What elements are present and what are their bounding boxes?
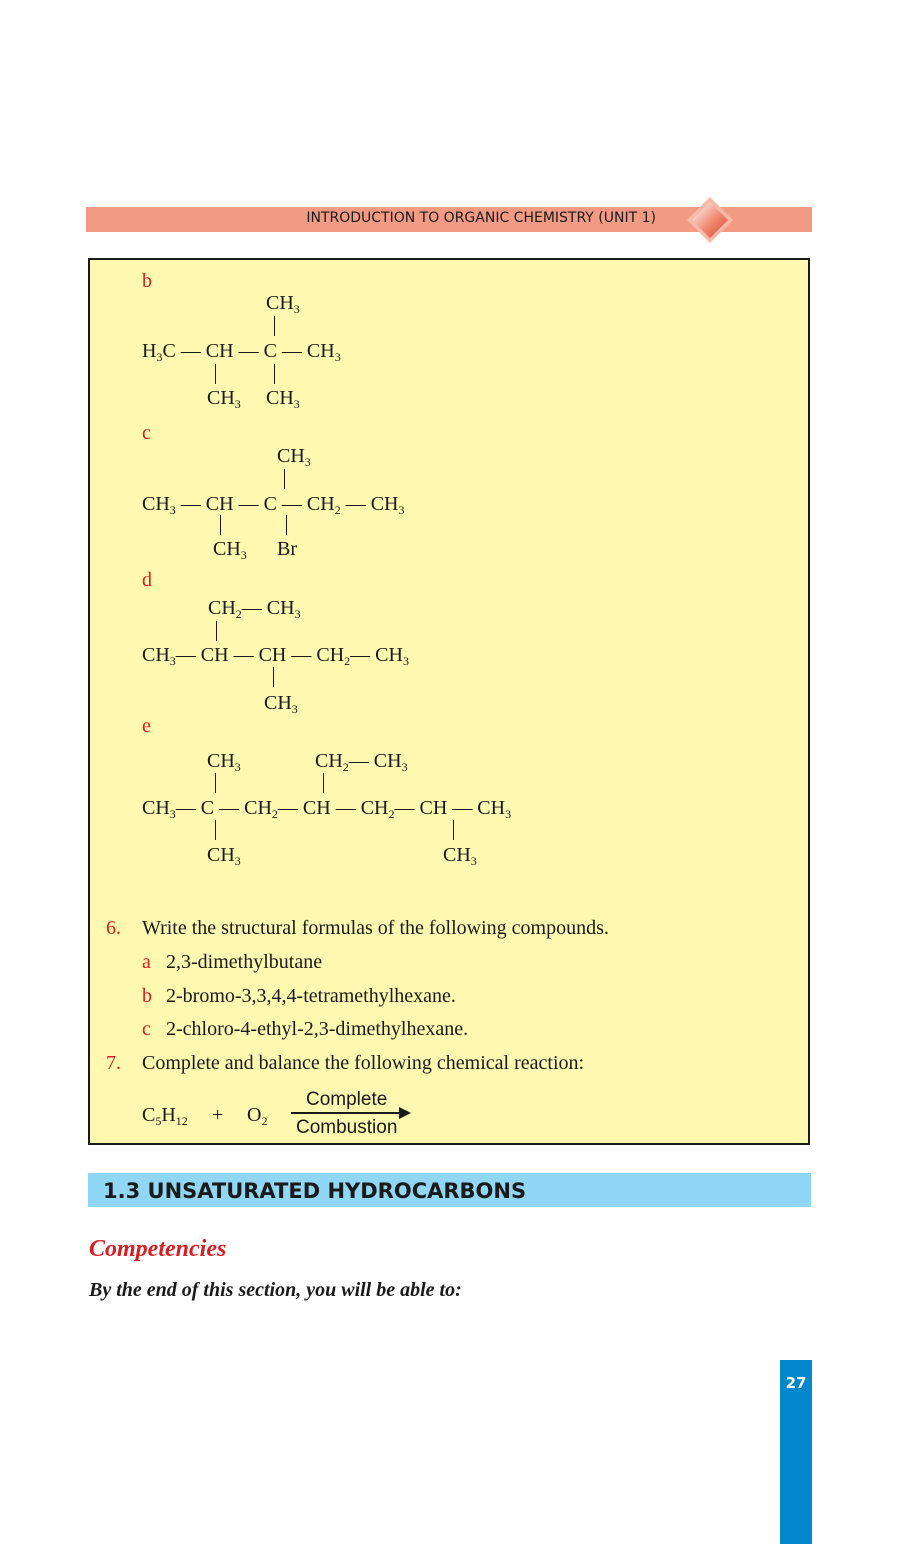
question-6c-text: 2-chloro-4-ethyl-2,3-dimethylhexane. — [166, 1018, 469, 1040]
arrow-label-top: Complete — [306, 1089, 388, 1110]
reaction-arrow — [291, 1112, 401, 1114]
question-6a-text: 2,3-dimethylbutane — [166, 951, 323, 973]
section-heading-bar — [88, 1173, 811, 1207]
structure-label-e: e — [142, 715, 151, 737]
section-title: 1.3 UNSATURATED HYDROCARBONS — [103, 1179, 527, 1203]
structure-label-b: b — [142, 270, 152, 292]
page-number-tab — [780, 1360, 812, 1544]
arrow-head-icon — [399, 1107, 411, 1119]
competencies-heading: Competencies — [89, 1236, 227, 1262]
question-6-text: Write the structural formulas of the following compounds. — [142, 917, 609, 939]
arrow-label-bottom: Combustion — [296, 1117, 398, 1138]
diamond-icon — [686, 196, 734, 244]
structure-label-c: c — [142, 422, 151, 444]
structure-label-d: d — [142, 569, 152, 591]
competencies-intro: By the end of this section, you will be able to: — [89, 1279, 462, 1301]
question-6b-label: b — [142, 985, 152, 1007]
question-7-text: Complete and balance the following chemical reaction: — [142, 1052, 585, 1074]
exercise-box: b $CH_3$ $H_3C$ — CH — C — $CH_3$ $CH_3$ $CH_3$ c $CH_3$ $CH_3$ — CH — C — $CH_2$ — $CH_3$ $CH_3$ Br d $CH_2—$ $CH_3$ $CH_3—$ CH — CH — $CH_2—$ $CH_3$ $CH_3$ e $CH_3$ $CH_2—$ $CH_3$ $CH_3—$ C — $CH_2—$ CH — $CH_2—$ CH — $CH_3$ $CH_3$ $CH_3$ 6. Write the structural formulas of the following compounds. a 2,3-dimethylbutane b 2-bromo-3,3,4,4-tetramethylhexane. c 2-chloro-4-ethyl-2,3-dimethylhexane. 7. Complete and balance the following chemical reaction: $C_5H_{12}$ + $O_2$ Complete Combustion — [88, 258, 810, 1145]
header-title: INTRODUCTION TO ORGANIC CHEMISTRY (UNIT 1) — [306, 210, 656, 226]
page-number: 27 — [785, 1374, 807, 1392]
question-6c-label: c — [142, 1018, 151, 1040]
question-6-number: 6. — [106, 917, 121, 939]
question-7-number: 7. — [106, 1052, 121, 1074]
question-6b-text: 2-bromo-3,3,4,4-tetramethylhexane. — [166, 985, 456, 1007]
reaction-plus: + — [212, 1104, 224, 1126]
question-6a-label: a — [142, 951, 151, 973]
